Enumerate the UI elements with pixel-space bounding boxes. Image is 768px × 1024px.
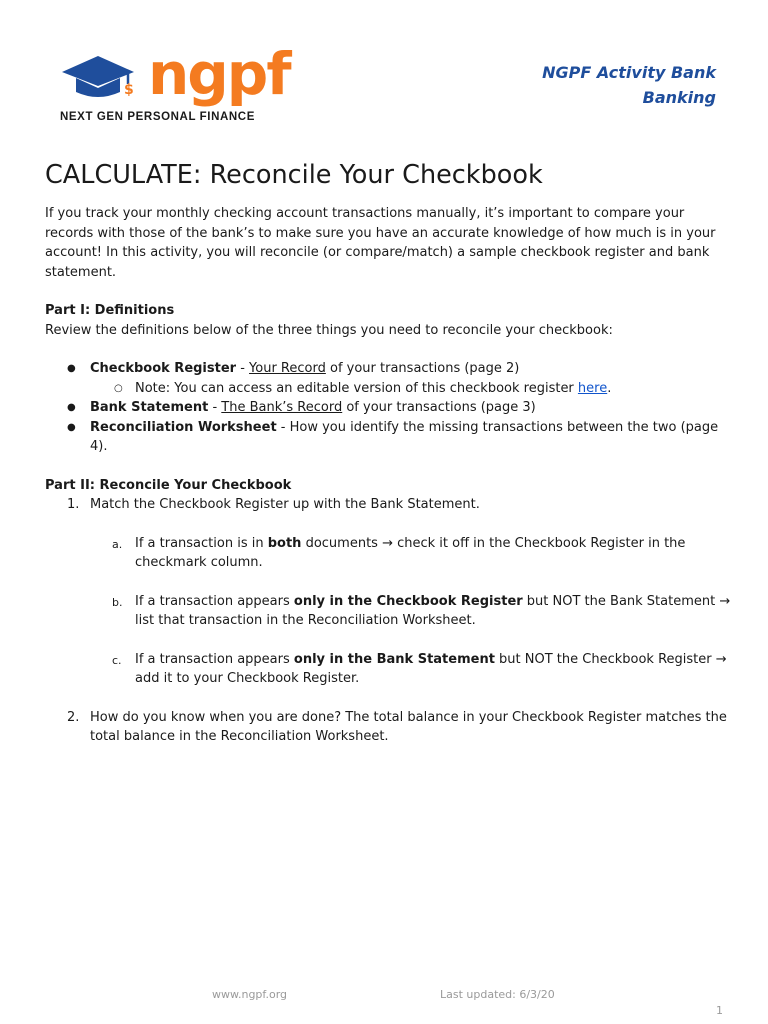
part1-lead: Review the definitions below of the three things you need to reconcile your checkbook: [45,322,613,338]
substep-text: If a transaction appears [135,651,294,667]
step-item [45,495,735,708]
substep-item [90,534,735,573]
header-label [542,60,716,110]
footer-url: www.ngpf.org [212,988,288,1001]
step-number: 1. [67,497,80,512]
substep-marker: c. [112,653,122,667]
substeps-list [90,534,735,689]
logo-tagline: NEXT GEN PERSONAL FINANCE [60,111,255,123]
term: Checkbook Register [90,361,237,376]
note-item [90,379,735,399]
substep-marker: b. [112,595,123,609]
substep-text: but NOT the Checkbook Register → add it to your Checkbook Register. [135,651,727,686]
term: Bank Statement [90,400,209,415]
substep-marker: a. [112,537,123,551]
definition-text: - How you identify the missing transactions between the two (page 4). [90,419,719,454]
separator: - [208,400,222,415]
substep-text: If a transaction appears [135,593,294,609]
note-end: . [607,380,612,396]
record-ref: The Bank’s Record [221,400,343,415]
substep-item [90,650,735,689]
topic-label: Banking [642,88,716,107]
step-number: 2. [67,709,80,725]
emphasis: only in the Checkbook Register [293,593,523,609]
definition-text: of your transactions (page 2) [325,361,520,376]
definition-text: of your transactions (page 3) [342,400,536,415]
steps-list [45,495,735,747]
term: Reconciliation Worksheet [90,419,277,435]
intro-paragraph: If you track your monthly checking account transactions manually, it’s important to compare your records with those of the bank’s to make sure you have an accurate knowledge of how much is in your account! In this activity, you will reconcile (or compare/match) a sample checkbook register and bank statement. [45,206,716,280]
substep-item [90,592,735,631]
note-text: Note: You can access an editable version of this checkbook register [135,380,578,396]
step-text: How do you know when you are done? The total balance in your Checkbook Register matches the total balance in the Reconciliation Worksheet. [90,709,727,744]
step-text: Match the Checkbook Register up with the Bank Statement. [90,497,480,512]
svg-text:$: $ [124,82,134,98]
definitions-list [45,359,735,457]
emphasis: both [267,535,302,551]
list-item [45,398,735,418]
ngpf-logo [60,40,290,128]
substep-text: documents → check it off in the Checkbook Register in the checkmark column. [135,535,686,570]
graduation-cap-dollar-icon [60,46,150,108]
page-number: 1 [716,1004,723,1017]
part1-heading: Part I: Definitions [45,303,175,318]
substep-text: but NOT the Bank Statement → list that transaction in the Reconciliation Worksheet. [135,593,731,628]
part2-heading: Part II: Reconcile Your Checkbook [45,477,292,493]
editable-register-link[interactable]: here [577,380,608,396]
emphasis: only in the Bank Statement [293,651,495,667]
separator: - [236,361,250,376]
list-item [45,418,735,457]
substep-text: If a transaction is in [135,535,268,551]
page-title: CALCULATE: Reconcile Your Checkbook [45,160,543,190]
footer-updated: Last updated: 6/3/20 [440,988,555,1001]
record-ref: Your Record [249,361,326,376]
document-body [45,204,735,747]
list-item [45,359,735,398]
activity-bank-label: NGPF Activity Bank [542,63,716,82]
logo-wordmark: ngpf [148,40,290,108]
step-item [45,708,735,747]
